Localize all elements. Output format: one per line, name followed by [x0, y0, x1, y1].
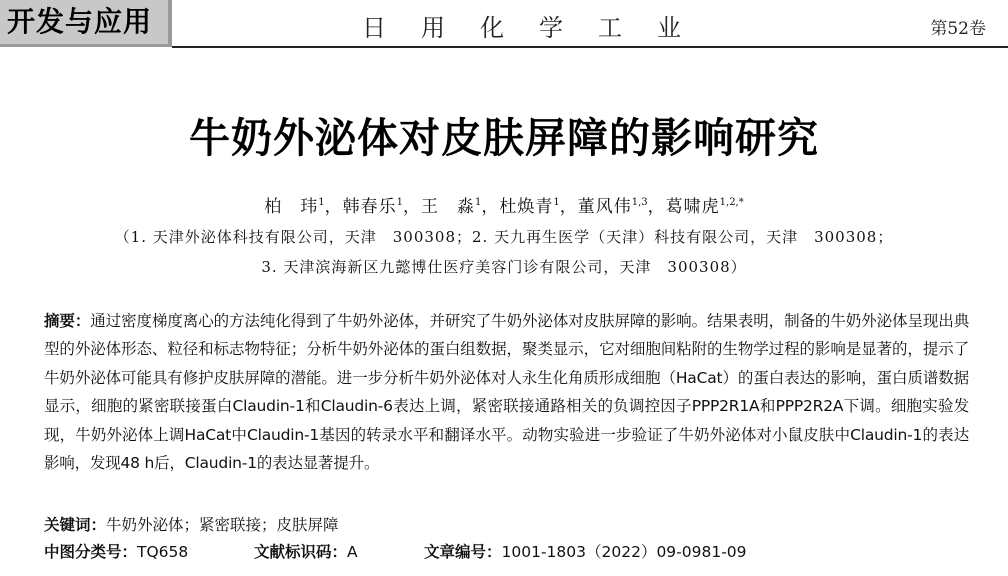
header-divider [172, 46, 1008, 48]
author-separator: ， [647, 197, 666, 217]
author-separator: ， [559, 197, 578, 217]
journal-name: 日用化学工业 [362, 14, 716, 42]
author-item [578, 197, 648, 217]
abstract [44, 307, 969, 477]
author-affiliation-mark: 1 [553, 197, 560, 208]
keywords-text: 牛奶外泌体；紧密联接；皮肤屏障 [106, 516, 339, 534]
volume-label: 第52卷 [930, 19, 986, 39]
abstract-text: 通过密度梯度离心的方法纯化得到了牛奶外泌体，并研究了牛奶外泌体对皮肤屏障的影响。结果表明，制备的牛奶外泌体呈现出典型的外泌体形态、粒径和标志物特征；分析牛奶外泌体的蛋白组数据，聚类显示，它对细胞间粘附的生物学过程的影响是显著的，提示了牛奶外泌体可能具有修护皮肤屏障的潜能。进一步分析牛奶外泌体对人永生化角质形成细胞（HaCat）的蛋白表达的影响，蛋白质谱数据显示，细胞的紧密联接蛋白Claudin-1和Claudin-6表达上调，紧密联接通路相关的负调控因子PPP2R1A和PPP2R2A下调。细胞实验发现，牛奶外泌体上调HaCat中Claudin-1基因的转录水平和翻译水平。动物实验进一步验证了牛奶外泌体对小鼠皮肤中Claudin-1的表达影响，发现48 h后，Claudin-1的表达显著提升。 [44, 312, 969, 473]
author-list [0, 191, 1008, 219]
abstract-label: 摘要： [44, 312, 91, 330]
author-affiliation-mark: 1,3 [631, 197, 648, 208]
doc-label: 文献标识码： [254, 543, 348, 561]
author-separator: ， [403, 197, 421, 217]
author-affiliation-mark: 1 [396, 197, 403, 208]
article-number [424, 540, 747, 564]
affiliation-line-2: 3. 天津滨海新区九懿博仕医疗美容门诊有限公司，天津 300308） [261, 258, 747, 276]
author-item [421, 197, 481, 217]
clc-value: TQ658 [137, 543, 189, 561]
author-name: 韩春乐 [342, 197, 397, 217]
author-item [666, 197, 744, 217]
author-item [264, 197, 324, 217]
author-affiliation-mark: 1,2,* [719, 197, 744, 208]
author-separator: ， [324, 197, 343, 217]
keywords [44, 513, 339, 537]
clc-number [44, 540, 188, 564]
paper-title: 牛奶外泌体对皮肤屏障的影响研究 [189, 114, 819, 162]
author-name: 葛啸虎 [665, 197, 720, 217]
doc-value: A [347, 543, 358, 561]
author-name: 柏 玮 [264, 197, 319, 217]
author-affiliation-mark: 1 [475, 197, 482, 208]
article-value: 1001-1803（2022）09-0981-09 [501, 543, 747, 561]
article-label: 文章编号： [424, 543, 502, 561]
author-affiliation-mark: 1 [318, 197, 325, 208]
author-name: 杜焕青 [499, 197, 554, 217]
keywords-label: 关键词： [44, 516, 107, 534]
author-name: 董风伟 [577, 197, 632, 217]
document-code [254, 540, 358, 564]
author-separator: ， [481, 197, 500, 217]
section-tag [0, 0, 172, 47]
section-tag-label: 开发与应用 [0, 0, 168, 44]
author-name: 王 淼 [421, 197, 475, 217]
author-item [343, 197, 403, 217]
clc-label: 中图分类号： [44, 543, 138, 561]
author-item [499, 197, 559, 217]
affiliation-line-1: （1. 天津外泌体科技有限公司，天津 300308；2. 天九再生医学（天津）科技有限公司，天津 300308； [114, 228, 894, 246]
